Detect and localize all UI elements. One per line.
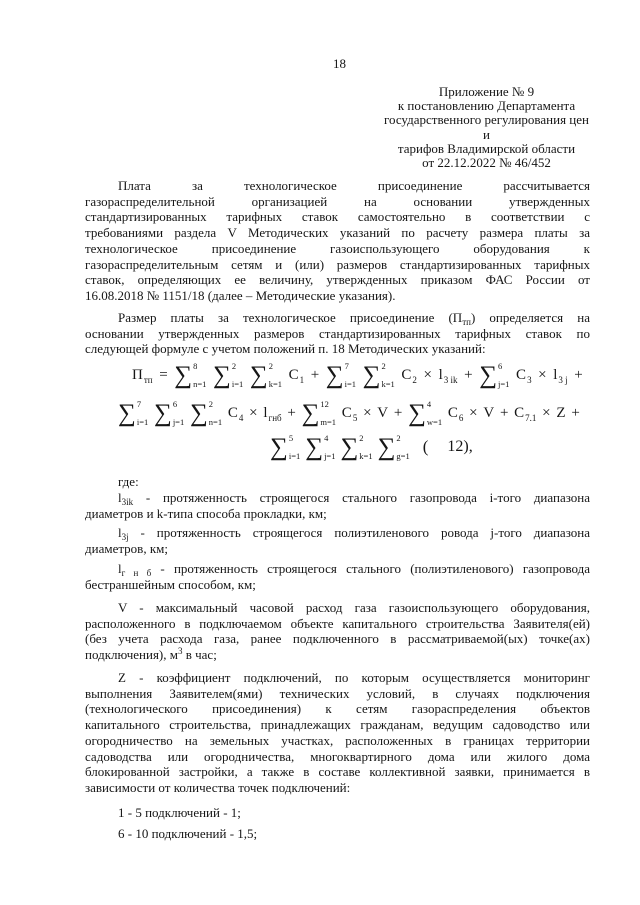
lower-limit: g=1: [396, 451, 410, 461]
sigma-symbol: ∑: [249, 361, 268, 389]
text-segment: расположенного в подключаемом объекте капитального строительства Заявителя(ей): [85, 615, 590, 631]
formula-variable: $C_4$: [227, 404, 244, 423]
formula-symbol: +: [287, 404, 296, 421]
text-segment: 16.08.2018 № 1151/18 (далее – Методические указания).: [85, 287, 396, 303]
summation-limits: [232, 362, 243, 389]
text-line: [85, 209, 590, 225]
text-line: [85, 288, 590, 304]
summation: [302, 400, 336, 427]
text-line: [85, 241, 590, 257]
sigma-symbol: ∑: [362, 361, 381, 389]
text-segment: Размер платы за технологическое присоединение (П: [118, 310, 463, 325]
appendix-title: Приложение № 9: [438, 84, 535, 99]
formula-variable: V: [377, 404, 389, 421]
definition-z: [85, 670, 590, 796]
text-line: [85, 780, 590, 796]
variable-subscript: 2: [412, 374, 417, 385]
upper-limit: 8: [193, 360, 198, 371]
summation: [213, 362, 243, 389]
formula-symbol: +: [499, 404, 509, 421]
summation-limits: [289, 434, 300, 461]
formula-line-2: [118, 397, 580, 429]
formula-variable: Z: [556, 404, 566, 421]
text-line: [85, 600, 590, 616]
appendix-line: к постановлению Департамента: [397, 98, 576, 114]
formula-symbol: ×: [249, 404, 258, 421]
text-line: [85, 506, 590, 522]
text-line: [85, 178, 590, 194]
summation: [479, 362, 509, 389]
text-line: [85, 272, 590, 288]
formula-symbol: 12),: [447, 438, 473, 455]
text-segment: в час;: [182, 647, 217, 663]
text-segment: где:: [118, 474, 139, 489]
text-line: [85, 257, 590, 273]
formula-symbol: +: [464, 366, 473, 383]
lower-limit: n=1: [208, 417, 223, 427]
variable-subscript: 3 ik: [443, 374, 458, 385]
text-line: [85, 541, 590, 557]
text-segment: V - максимальный часовой расход газа газоиспользующего оборудования,: [118, 600, 590, 615]
formula-variable: $C_5$: [341, 404, 358, 423]
lower-limit: j=1: [498, 379, 510, 389]
text-segment: l: [118, 490, 122, 505]
text-segment: выполнения Заявителем(ями) технических условий, в случаях подключения: [85, 685, 590, 701]
variable-subscript: 5: [352, 412, 358, 423]
sigma-symbol: ∑: [118, 399, 136, 427]
text-segment: Плата за технологическое присоединение рассчитывается: [118, 178, 590, 193]
text-segment: садоводства или огородничества, многоквартирного дома или жилого дома: [85, 748, 590, 764]
formula-variable: $l_{3 ik}$: [438, 366, 458, 385]
definition-v: [85, 600, 590, 663]
formula-symbol: ×: [363, 404, 372, 421]
summation: [250, 362, 282, 389]
definition-lgnb: [85, 561, 590, 592]
formula-symbol: (: [422, 437, 429, 456]
summation-limits: [498, 362, 509, 389]
text-segment: стандартизированных тарифных ставок самостоятельно в соответствии с: [85, 209, 590, 225]
summation: [305, 434, 335, 461]
sigma-symbol: ∑: [213, 361, 231, 389]
appendix-line: государственного регулирования цен и: [384, 112, 589, 142]
formula-symbol: ×: [423, 366, 432, 383]
text-line: [85, 490, 590, 506]
formula-variable: $C_{7.1}$: [514, 404, 537, 423]
summation-limits: [209, 400, 222, 427]
variable-subscript: гнб: [268, 412, 282, 423]
formula-variable: $C_6$: [447, 404, 464, 423]
sigma-symbol: ∑: [270, 433, 288, 461]
text-segment: основании утвержденных размеров стандартизированных тарифных ставок по: [85, 325, 590, 341]
lower-limit: w=1: [426, 417, 443, 427]
sigma-symbol: ∑: [479, 361, 498, 389]
text-line: [85, 474, 590, 490]
lower-limit: i=1: [344, 379, 357, 389]
text-line: [85, 616, 590, 632]
text-line: [85, 310, 590, 326]
formula-variable: $l_{3 j}$: [553, 366, 568, 385]
summation-limits: [137, 400, 148, 427]
appendix-line: тарифов Владимирской области: [397, 140, 576, 156]
variable-subscript: 3 j: [558, 374, 568, 385]
summation-limits: [345, 362, 356, 389]
summation-limits: [396, 434, 409, 461]
text-segment: зависимости от количества точек подключений:: [85, 779, 351, 795]
text-line: [85, 525, 590, 541]
text-segment: требованиями раздела V Методических указаний по расчету размера платы за: [85, 225, 590, 241]
upper-limit: 12: [320, 398, 329, 409]
formula-symbol: +: [571, 404, 580, 421]
upper-limit: 4: [426, 398, 432, 409]
text-segment: (без учета расхода газа, ранее подключенного в рассматриваемой(ых) точке(ах): [85, 631, 590, 647]
text-segment: технологическое присоединение газоиспользующего оборудования к: [85, 240, 590, 256]
text-segment: l: [118, 525, 122, 540]
text-segment: 1 - 5 подключений - 1;: [118, 805, 241, 820]
text-segment: подключения), м: [85, 647, 178, 663]
definition-l3j: [85, 525, 590, 556]
formula-variable: $П_{тп}$: [132, 366, 153, 385]
subscript: 3j: [121, 532, 129, 542]
sigma-symbol: ∑: [174, 361, 193, 389]
paragraph-formula-intro: [85, 310, 590, 357]
text-line: [85, 577, 590, 593]
upper-limit: 6: [172, 398, 178, 409]
summation: [190, 400, 222, 427]
text-segment: l: [118, 561, 122, 576]
text-segment: блокированной застройки, а также в составе коллективной заявки, принимается в: [85, 764, 590, 780]
appendix-date-number: от 22.12.2022 № 46/452: [422, 155, 551, 171]
upper-limit: 5: [288, 432, 294, 443]
text-segment: газораспределительным сетям и (или) размеров стандартизированных тарифных: [85, 256, 590, 272]
text-line: [85, 326, 590, 342]
variable-subscript: 7.1: [525, 412, 537, 423]
upper-limit: 2: [359, 432, 364, 443]
sigma-symbol: ∑: [325, 361, 344, 389]
text-line: [85, 561, 590, 577]
formula-line-1: [132, 359, 583, 391]
text-line: [85, 764, 590, 780]
formula-symbol: +: [393, 404, 403, 421]
formula-symbol: +: [310, 366, 320, 383]
lower-limit: k=1: [268, 379, 282, 389]
upper-limit: 2: [381, 360, 386, 371]
summation-limits: [320, 400, 336, 427]
upper-limit: 2: [396, 432, 401, 443]
lower-limit: j=1: [172, 417, 185, 427]
summation: [326, 362, 356, 389]
subscript: г н б: [121, 568, 152, 578]
lower-limit: k=1: [381, 379, 395, 389]
text-segment: ставок, определяющих ее величину, утвержденных приказом ФАС России от: [85, 272, 590, 288]
text-segment: ) определяется на: [470, 310, 590, 325]
text-line: [85, 670, 590, 686]
text-line: [85, 701, 590, 717]
text-segment: газораспределительной организацией на основании утвержденных: [85, 193, 590, 209]
text-line: [85, 826, 590, 842]
text-segment: огородничество на земельных участках, расположенных в границах территории: [85, 732, 590, 748]
summation: [408, 400, 442, 427]
text-line: [85, 647, 590, 663]
where-label: [85, 474, 590, 490]
variable-subscript: 1: [299, 374, 305, 385]
superscript: 3: [177, 646, 183, 657]
summation-limits: [381, 362, 394, 389]
sigma-symbol: ∑: [189, 399, 208, 427]
text-segment: капитального строительства, принадлежащих гражданам, ведущим садоводство или: [85, 717, 590, 733]
text-segment: 6 - 10 подключений - 1,5;: [118, 826, 258, 841]
lower-limit: m=1: [320, 417, 337, 427]
formula-line-3: [270, 431, 473, 463]
formula-symbol: ×: [538, 366, 547, 383]
text-segment: - протяженность строящегося полиэтиленового ровода j-того диапазона: [128, 525, 590, 540]
text-segment: - протяженность строящегося стального (полиэтиленового) газопровода: [151, 561, 591, 576]
lower-limit: i=1: [288, 451, 301, 461]
summation: [270, 434, 300, 461]
page-number: 18: [333, 56, 346, 71]
text-segment: - протяженность строящегося стального газопровода i-того диапазона: [133, 490, 590, 505]
summation: [378, 434, 410, 461]
text-line: [85, 686, 590, 702]
formula-symbol: ×: [542, 404, 551, 421]
sigma-symbol: ∑: [340, 433, 359, 461]
summation: [363, 362, 395, 389]
text-line: [85, 733, 590, 749]
sigma-symbol: ∑: [377, 433, 396, 461]
summation-limits: [173, 400, 184, 427]
formula-variable: V: [483, 404, 495, 421]
appendix-header: [383, 85, 590, 170]
summation-limits: [193, 362, 206, 389]
summation-limits: [359, 434, 372, 461]
formula-variable: $C_1$: [288, 366, 305, 385]
variable-subscript: 4: [238, 412, 244, 423]
formula-variable: $C_3$: [516, 366, 532, 385]
summation: [174, 362, 206, 389]
upper-limit: 2: [208, 398, 214, 409]
text-line: [85, 749, 590, 765]
subscript: 3ik: [121, 497, 134, 507]
sigma-symbol: ∑: [153, 399, 172, 427]
variable-subscript: 6: [458, 412, 464, 423]
text-segment: следующей формуле с учетом положений п. 18 Методических указаний:: [85, 341, 486, 357]
text-segment: (технологического присоединения) к сетям газораспределения объектов: [85, 701, 590, 717]
list-item: [85, 826, 590, 842]
text-line: [85, 631, 590, 647]
upper-limit: 2: [268, 360, 273, 371]
text-line: [85, 225, 590, 241]
text-line: [85, 717, 590, 733]
formula-variable: $l_{гнб}$: [263, 404, 282, 423]
summation-limits: [269, 362, 282, 389]
lower-limit: i=1: [136, 417, 149, 427]
text-line: [85, 194, 590, 210]
sigma-symbol: ∑: [408, 399, 426, 427]
formula-variable: $C_2$: [401, 366, 417, 385]
sigma-symbol: ∑: [301, 399, 320, 427]
summation: [154, 400, 184, 427]
formula-symbol: +: [574, 366, 583, 383]
lower-limit: j=1: [324, 451, 336, 461]
text-segment: Z - коэффициент подключений, по которым осуществляется мониторинг: [118, 670, 590, 685]
text-segment: диаметров и k-типа способа прокладки, км;: [85, 505, 327, 521]
summation-limits: [427, 400, 442, 427]
variable-subscript: тп: [143, 374, 153, 385]
text-segment: бестраншейным способом, км;: [85, 576, 256, 592]
list-item: [85, 805, 590, 821]
upper-limit: 7: [136, 398, 142, 409]
paragraph-intro: [85, 178, 590, 304]
formula-symbol: ×: [469, 404, 478, 421]
lower-limit: n=1: [193, 379, 207, 389]
upper-limit: 6: [498, 360, 503, 371]
summation-limits: [324, 434, 335, 461]
formula-symbol: =: [159, 366, 168, 383]
definition-l3ik: [85, 490, 590, 521]
sigma-symbol: ∑: [305, 433, 324, 461]
upper-limit: 4: [324, 432, 329, 443]
lower-limit: i=1: [231, 379, 244, 389]
summation: [118, 400, 148, 427]
upper-limit: 7: [344, 360, 349, 371]
summation: [340, 434, 372, 461]
subscript: тп: [462, 317, 471, 327]
upper-limit: 2: [231, 360, 237, 371]
text-line: [85, 341, 590, 357]
lower-limit: k=1: [359, 451, 373, 461]
text-line: [85, 805, 590, 821]
text-segment: диаметров, км;: [85, 540, 168, 556]
variable-subscript: 3: [527, 374, 532, 385]
